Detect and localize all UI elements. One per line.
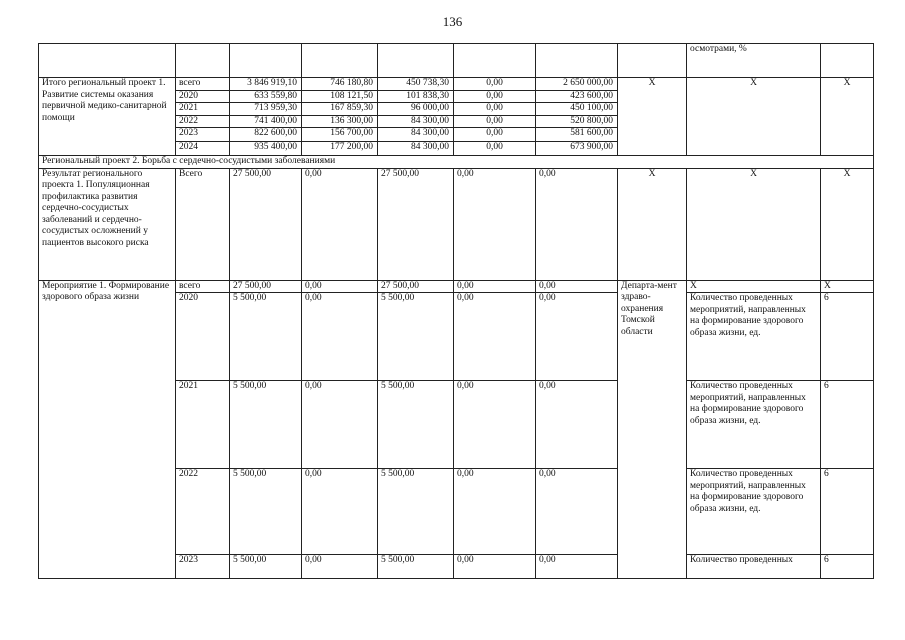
measure-row-2022: 2022 5 500,00 0,00 5 500,00 0,00 0,00 Количество проведенных мероприятий, направленных на формирование здорового образа жизни, ед. 6 bbox=[39, 469, 874, 555]
indicator-text: Количество проведенных мероприятий, направленных на формирование здорового образа жизни, ед. bbox=[687, 293, 821, 381]
total-row-all: Итого региональный проект 1. Развитие системы оказания первичной медико-санитарной помощи всего 3 846 919,10 746 180,80 450 738,30 0,00 2 650 000,00 Х Х Х bbox=[39, 78, 874, 91]
measure-total-row: Мероприятие 1. Формирование здорового образа жизни всего 27 500,00 0,00 27 500,00 0,00 0,00 Департа-мент здраво-охранения Томской области Х Х bbox=[39, 280, 874, 293]
indicator-text: Количество проведенных bbox=[687, 555, 821, 579]
indicator-value: 6 bbox=[821, 293, 874, 381]
total-row-2024: 2024 935 400,00 177 200,00 84 300,00 0,00 673 900,00 bbox=[39, 142, 874, 156]
page-number: 136 bbox=[442, 14, 463, 29]
result-label: Результат регионального проекта 1. Популяционная профилактика развития сердечно-сосудистых заболеваний и сердечно-сосудистых осложнений у пациентов высокого риска bbox=[39, 168, 176, 280]
result-row: Результат регионального проекта 1. Популяционная профилактика развития сердечно-сосудистых заболеваний и сердечно-сосудистых осложнений у пациентов высокого риска Всего 27 500,00 0,00 27 500,00 0,00 0,00 Х Х Х bbox=[39, 168, 874, 280]
measure-row-2021: 2021 5 500,00 0,00 5 500,00 0,00 0,00 Количество проведенных мероприятий, направленных на формирование здорового образа жизни, ед. 6 bbox=[39, 381, 874, 469]
indicator-value: 6 bbox=[821, 469, 874, 555]
total-x2: Х bbox=[687, 78, 821, 156]
project2-header-row bbox=[39, 156, 874, 169]
indicator-text: Количество проведенных мероприятий, направленных на формирование здорового образа жизни, ед. bbox=[687, 469, 821, 555]
total-row-2020: 2020 633 559,80 108 121,50 101 838,30 0,00 423 600,00 bbox=[39, 90, 874, 103]
indicator-value: 6 bbox=[821, 381, 874, 469]
total-label: Итого региональный проект 1. Развитие системы оказания первичной медико-санитарной помощи bbox=[39, 78, 176, 156]
budget-table bbox=[38, 43, 874, 579]
indicator-value: 6 bbox=[821, 555, 874, 579]
total-row-2021: 2021 713 959,30 167 859,30 96 000,00 0,00 450 100,00 bbox=[39, 103, 874, 116]
continuation-row bbox=[39, 44, 874, 78]
total-row-2023: 2023 822 600,00 156 700,00 84 300,00 0,00 581 600,00 bbox=[39, 128, 874, 142]
project2-header: Региональный проект 2. Борьба с сердечно-сосудистыми заболеваниями bbox=[39, 156, 874, 169]
indicator-text: Количество проведенных мероприятий, направленных на формирование здорового образа жизни, ед. bbox=[687, 381, 821, 469]
measure-row-2020: 2020 5 500,00 0,00 5 500,00 0,00 0,00 Количество проведенных мероприятий, направленных на формирование здорового образа жизни, ед. 6 bbox=[39, 293, 874, 381]
total-row-2022: 2022 741 400,00 136 300,00 84 300,00 0,00 520 800,00 bbox=[39, 115, 874, 128]
total-x3: Х bbox=[821, 78, 874, 156]
measure-label: Мероприятие 1. Формирование здорового образа жизни bbox=[39, 280, 176, 579]
measure-executor: Департа-мент здраво-охранения Томской области bbox=[618, 280, 687, 579]
measure-row-2023: 2023 5 500,00 0,00 5 500,00 0,00 0,00 Количество проведенных 6 bbox=[39, 555, 874, 579]
top-fragment: осмотрами, % bbox=[687, 44, 821, 78]
total-x1: Х bbox=[618, 78, 687, 156]
